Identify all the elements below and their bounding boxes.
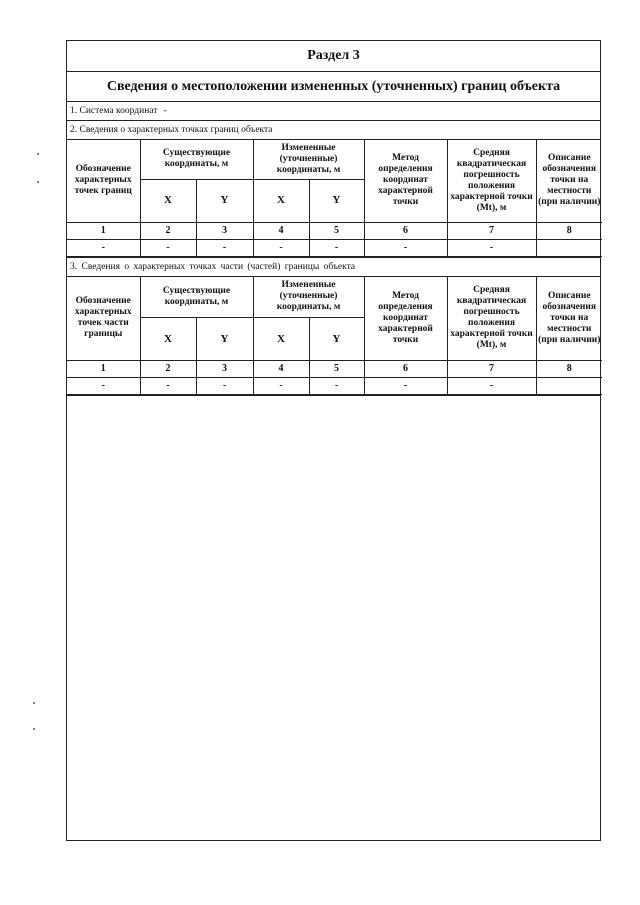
boundary-part-points-table [67,277,602,396]
table-cell: - [67,239,140,256]
col-designation-header: Обозначение характерных точек части границы [67,277,140,361]
table-cell: - [364,378,447,395]
boundary-points-table [67,140,602,257]
table-cell: - [309,378,364,395]
table-cell: - [447,239,536,256]
column-numbers-row [67,361,602,378]
col-error-header: Средняя квадратическая погрешность положения характерной точки (Mt), м [447,277,536,361]
table2-heading: 3. Сведения о характерных точках части (частей) границы объекта [67,258,600,277]
column-number: 5 [309,361,364,378]
table1-heading: 2. Сведения о характерных точках границ объекта [67,121,600,140]
table-cell: - [364,239,447,256]
col-method-header: Метод определения координат характерной точки [364,140,447,222]
column-number: 7 [447,361,536,378]
coordinate-system-label: 1. Система координат [70,106,158,116]
table2-wrapper [67,277,600,397]
col-y-changed: Y [309,179,364,222]
column-number: 7 [447,222,536,239]
column-number: 6 [364,222,447,239]
column-number: 1 [67,222,140,239]
column-number: 2 [140,222,196,239]
col-x-existing: X [140,179,196,222]
table-cell: - [196,378,253,395]
column-number: 8 [536,361,602,378]
table-cell [536,239,602,256]
table-cell: - [140,239,196,256]
col-existing-header: Существующие координаты, м [140,140,253,179]
col-x-changed: X [253,318,309,361]
table-cell: - [140,378,196,395]
coordinate-system-value: - [163,106,167,116]
scan-mark [33,728,35,730]
document-frame [66,40,601,841]
column-number: 8 [536,222,602,239]
col-x-changed: X [253,179,309,222]
section-title: Раздел 3 [67,41,600,72]
column-number: 3 [196,361,253,378]
table-cell: - [253,239,309,256]
column-number: 1 [67,361,140,378]
column-number: 4 [253,222,309,239]
col-error-header: Средняя квадратическая погрешность положения характерной точки (Mt), м [447,140,536,222]
column-number: 3 [196,222,253,239]
column-number: 5 [309,222,364,239]
col-changed-header: Измененные (уточненные) координаты, м [253,277,364,318]
section-subtitle: Сведения о местоположении измененных (уточненных) границ объекта [67,72,600,102]
table-row [67,378,602,395]
col-description-header: Описание обозначения точки на местности (при наличии) [536,277,602,361]
table-cell: - [309,239,364,256]
col-description-header: Описание обозначения точки на местности (при наличии) [536,140,602,222]
column-number: 6 [364,361,447,378]
col-y-existing: Y [196,318,253,361]
table-cell: - [253,378,309,395]
col-changed-header: Измененные (уточненные) координаты, м [253,140,364,179]
table-cell: - [196,239,253,256]
coordinate-system-row [67,102,600,121]
scan-mark [33,702,35,704]
column-number: 2 [140,361,196,378]
col-x-existing: X [140,318,196,361]
table-cell: - [67,378,140,395]
col-y-existing: Y [196,179,253,222]
table1-wrapper [67,140,600,258]
col-existing-header: Существующие координаты, м [140,277,253,318]
scan-mark [37,181,39,183]
col-y-changed: Y [309,318,364,361]
col-method-header: Метод определения координат характерной точки [364,277,447,361]
column-number: 4 [253,361,309,378]
table-row [67,239,602,256]
table-cell [536,378,602,395]
col-designation-header: Обозначение характерных точек границ [67,140,140,222]
column-numbers-row [67,222,602,239]
table-cell: - [447,378,536,395]
scan-mark [37,153,39,155]
